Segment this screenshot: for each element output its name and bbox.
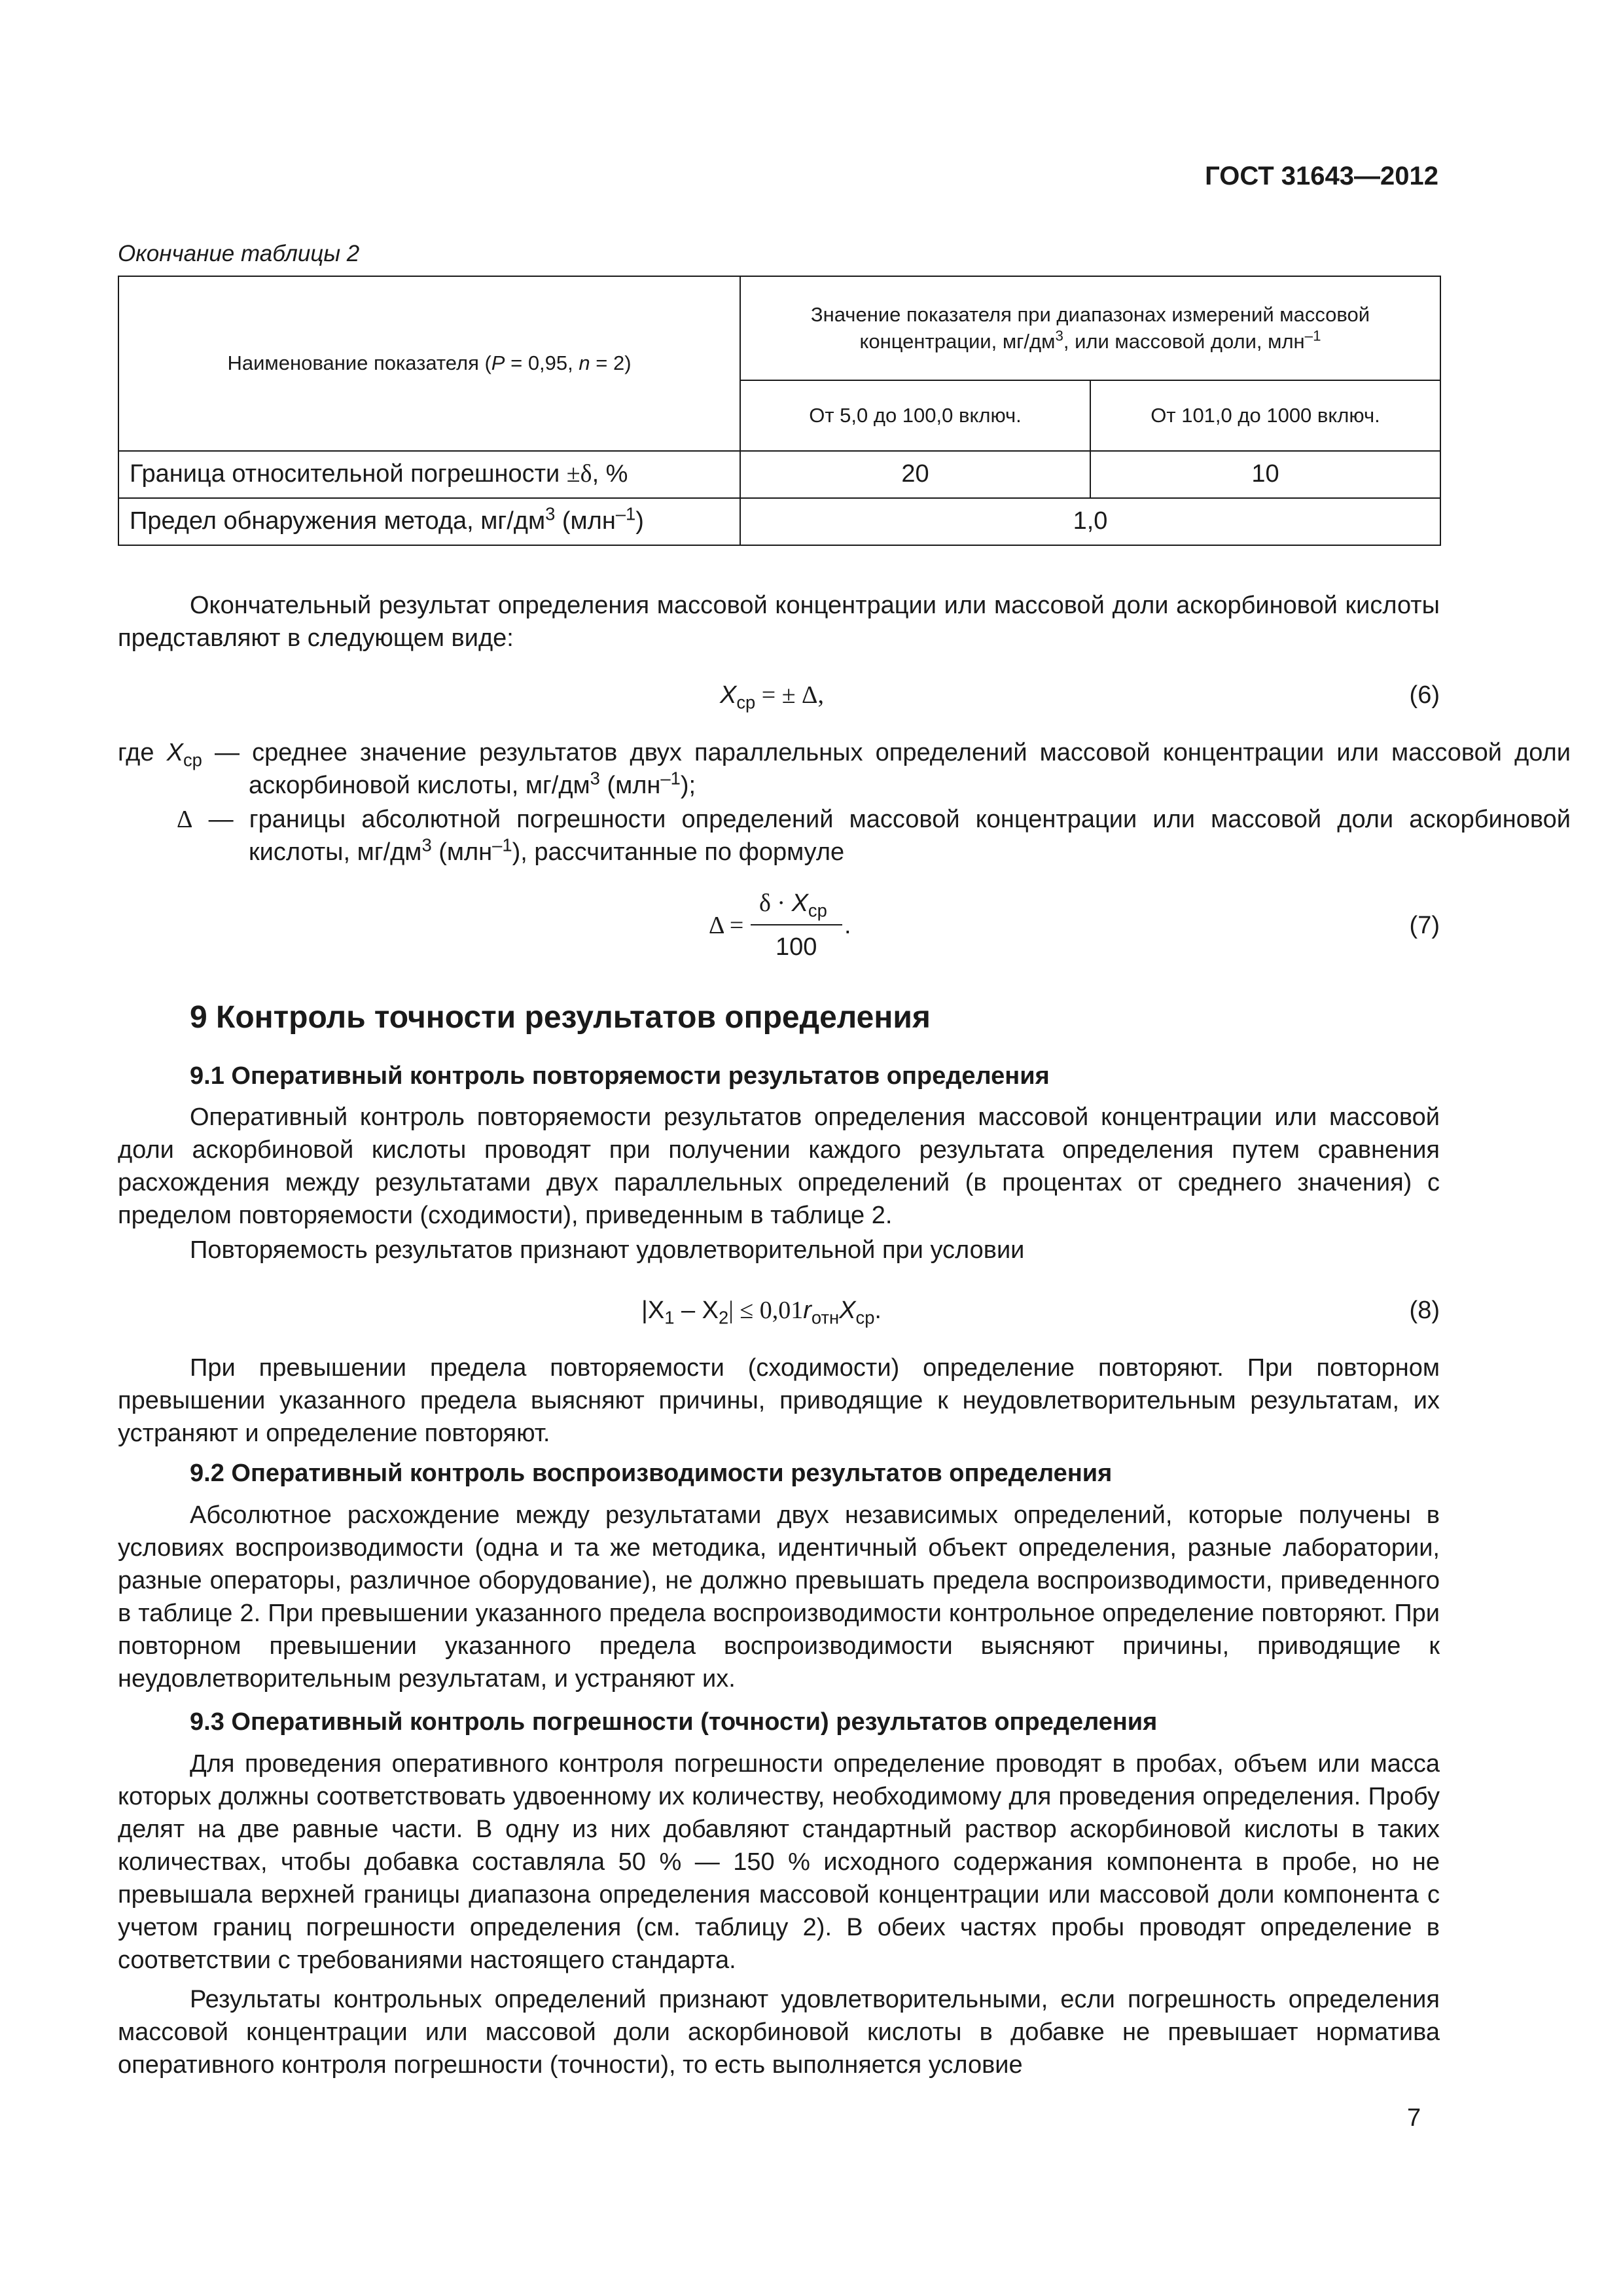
row-name-relative-error: Граница относительной погрешности ±δ, %	[118, 451, 740, 498]
paragraph-9-3-1: Для проведения оперативного контроля погрешности определение проводят в пробах, объем или масса которых должны соответствовать удвоенному их количеству, необходимому для проведения определения. Пробу делят на две равные части. В одну из них добавляют стандартный раствор аскорбиновой кислоты в таких количествах, чтобы добавка составляла 50 % — 150 % исходного содержания компонента в пробе, но не превышала верхней границы диапазона определения массовой концентрации или массовой доли компонента с учетом границ погрешности определения (см. таблицу 2). В обеих частях пробы проводят определение в соответствии с требованиями настоящего стандарта.	[118, 1750, 1440, 1974]
row-name-detection-limit: Предел обнаружения метода, $мг/дм^3$ (млн$^{-1}$)	[118, 498, 740, 545]
section-9-heading: 9 Контроль точности результатов определения	[190, 1000, 931, 1035]
subcol-header-range-1: От 5,0 до 100,0 включ.	[740, 380, 1090, 451]
where-item-xcp: где $X_{ср}$ — среднее значение результатов двух параллельных определений массовой концентрации или массовой доли аскорбиновой кислоты, $мг/дм^3$ (млн$^{-1}$);	[118, 739, 1571, 799]
indicator-table	[118, 276, 1441, 546]
document-code: ГОСТ 31643—2012	[1205, 162, 1438, 190]
equation-number-8: (8)	[1409, 1297, 1440, 1324]
formula-6: $X_{ср}$ = ± Δ,	[720, 681, 824, 713]
subcol-header-range-2: От 101,0 до 1000 включ.	[1090, 380, 1440, 451]
table-row	[118, 498, 1440, 545]
table-header-row	[118, 276, 1440, 380]
table-row	[118, 451, 1440, 498]
paragraph-9-2-1: Абсолютное расхождение между результатами двух независимых определений, которые получены в условиях воспроизводимости (одна и та же методика, идентичный объект определения, разные лаборатории, разные операторы, различное оборудование), не должно превышать предела воспроизводимости, приведенного в таблице 2. При превышении указанного предела воспроизводимости контрольное определение повторяют. При повторном превышении указанного предела воспроизводимости выясняют причины, приводящие к неудовлетворительным результатам, и устраняют их.	[118, 1501, 1440, 1693]
formula-7-end: .	[844, 912, 851, 939]
paragraph-9-1-1: Оперативный контроль повторяемости результатов определения массовой концентрации или массовой доли аскорбиновой кислоты проводят при получении каждого результата определения путем сравнения расхождения между результатами двух параллельных определений (в процентах от среднего значения) с пределом повторяемости (сходимости), приведенным в таблице 2.	[118, 1103, 1440, 1229]
paragraph-9-1-3: При превышении предела повторяемости (сходимости) определение повторяют. При повторном превышении указанного предела выясняют причины, приводящие к неудовлетворительным результатам, их устраняют и определение повторяют.	[118, 1354, 1440, 1447]
section-9-3-heading: 9.3 Оперативный контроль погрешности (точности) результатов определения	[190, 1708, 1158, 1736]
fraction-bar	[751, 924, 842, 925]
col-header-indicator-name: Наименование показателя (P = 0,95, n = 2)	[118, 276, 740, 451]
table-caption: Окончание таблицы 2	[118, 241, 360, 266]
equation-number-6: (6)	[1409, 681, 1440, 709]
section-9-1-heading: 9.1 Оперативный контроль повторяемости результатов определения	[190, 1062, 1050, 1090]
formula-7-lhs: Δ =	[709, 912, 744, 939]
where-item-delta: Δ — границы абсолютной погрешности определений массовой концентрации или массовой доли аскорбиновой кислоты, $мг/дм^3$ (млн$^{-1}$), рассчитанные по формуле	[177, 806, 1571, 866]
paragraph-9-3-2: Результаты контрольных определений признают удовлетворительными, если погрешность определения массовой концентрации или массовой доли аскорбиновой кислоты в добавке не превышает норматива оперативного контроля погрешности (точности), то есть выполняется условие	[118, 1986, 1440, 2079]
page-number: 7	[1407, 2104, 1421, 2132]
paragraph-9-1-2: Повторяемость результатов признают удовлетворительной при условии	[190, 1236, 1025, 1264]
table-cell: 20	[740, 451, 1090, 498]
formula-7-numerator: $\delta \cdot X_{ср}$	[759, 889, 827, 921]
table-cell-merged: 1,0	[740, 498, 1440, 545]
section-9-2-heading: 9.2 Оперативный контроль воспроизводимости результатов определения	[190, 1460, 1113, 1487]
col-header-value-group: Значение показателя при диапазонах измерений массовой концентрации, $мг/дм^3$, или массовой доли, млн$^{-1}$	[740, 276, 1440, 380]
equation-number-7: (7)	[1409, 912, 1440, 939]
paragraph-final-result: Окончательный результат определения массовой концентрации или массовой доли аскорбиновой кислоты представляют в следующем виде:	[118, 592, 1440, 652]
formula-8: $|X_1 - X_2| \le 0,01r_{отн}X_{ср}$.	[641, 1297, 882, 1328]
formula-7-denominator: 100	[776, 933, 817, 961]
table-cell: 10	[1090, 451, 1440, 498]
